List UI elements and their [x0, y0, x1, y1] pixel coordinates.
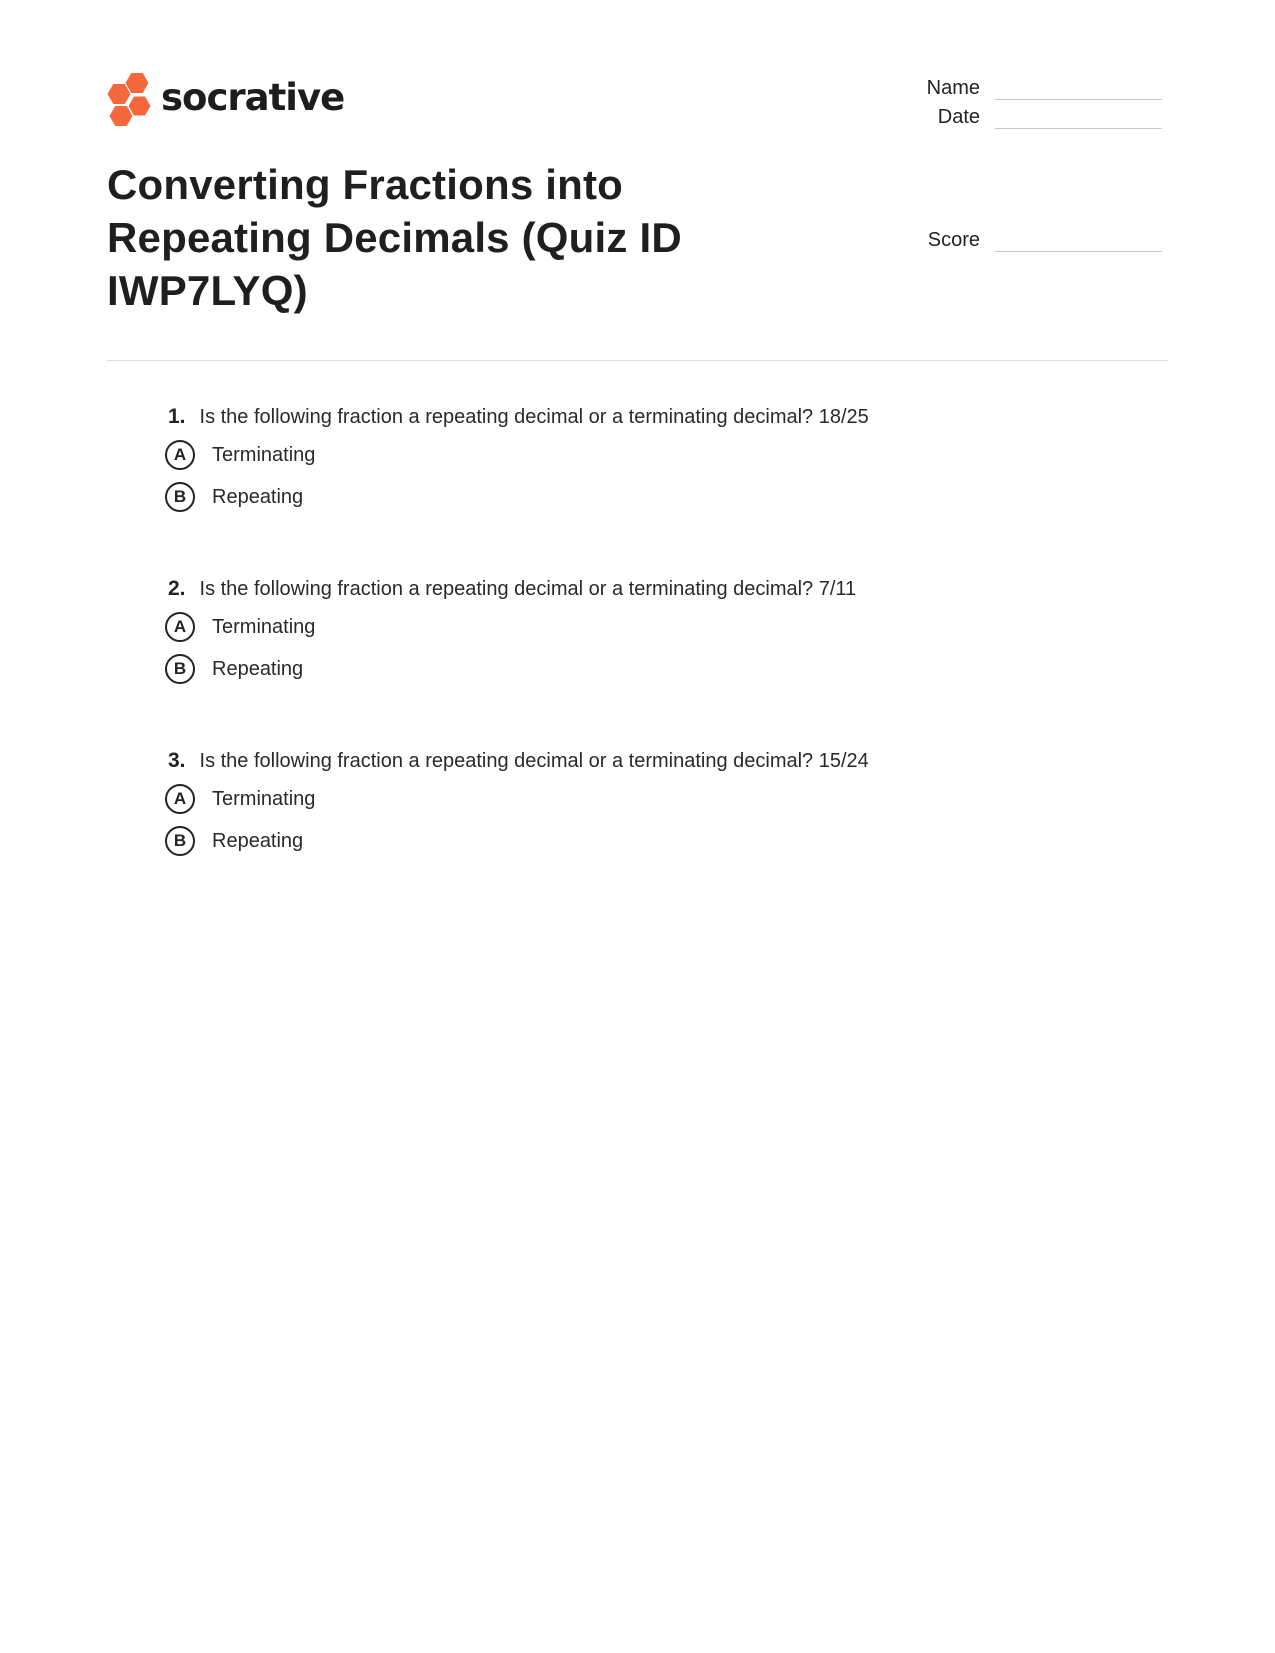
score-label: Score — [927, 229, 980, 251]
option-letter-badge[interactable] — [165, 826, 195, 856]
quiz-title: Converting Fractions into Repeating Decimals (Quiz ID IWP7LYQ) — [107, 161, 682, 314]
question-1-option-a[interactable] — [107, 440, 1168, 470]
question-3 — [107, 747, 1168, 856]
question-3-option-b[interactable] — [107, 826, 1168, 856]
question-number: 2. — [168, 577, 186, 600]
option-label: Repeating — [212, 829, 304, 852]
date-label: Date — [937, 106, 980, 128]
question-text: Is the following fraction a repeating decimal or a terminating decimal? 7/11 — [199, 578, 857, 600]
option-label: Terminating — [212, 443, 316, 466]
name-blank-line[interactable] — [995, 92, 1162, 100]
name-field — [927, 76, 1162, 100]
option-label: Terminating — [212, 615, 316, 638]
question-number: 3. — [168, 749, 186, 772]
name-label: Name — [926, 77, 980, 99]
question-row — [107, 575, 1168, 603]
question-text: Is the following fraction a repeating decimal or a terminating decimal? 15/24 — [199, 750, 869, 772]
date-field — [938, 105, 1162, 129]
question-row — [107, 747, 1168, 775]
socrative-logo — [103, 68, 344, 130]
question-1-option-b[interactable] — [107, 482, 1168, 512]
option-label: Repeating — [212, 485, 304, 508]
option-letter: A — [173, 617, 187, 636]
date-blank-line[interactable] — [995, 121, 1162, 129]
option-letter: B — [173, 831, 187, 850]
question-text: Is the following fraction a repeating decimal or a terminating decimal? 18/25 — [199, 406, 869, 428]
option-letter: B — [173, 487, 187, 506]
option-letter: B — [173, 659, 187, 678]
option-letter-badge[interactable] — [165, 784, 195, 814]
score-blank-line[interactable] — [995, 244, 1162, 252]
option-label: Terminating — [212, 787, 316, 810]
question-2 — [107, 575, 1168, 684]
question-list — [107, 403, 1168, 856]
option-letter: A — [173, 445, 187, 464]
option-letter-badge[interactable] — [165, 482, 195, 512]
option-label: Repeating — [212, 657, 304, 680]
option-letter: A — [173, 789, 187, 808]
socrative-hexagons-icon — [103, 68, 153, 130]
option-letter-badge[interactable] — [165, 654, 195, 684]
question-1 — [107, 403, 1168, 512]
option-letter-badge[interactable] — [165, 440, 195, 470]
question-2-option-b[interactable] — [107, 654, 1168, 684]
question-2-option-a[interactable] — [107, 612, 1168, 642]
question-number: 1. — [168, 405, 186, 428]
option-letter-badge[interactable] — [165, 612, 195, 642]
header-divider — [107, 360, 1168, 361]
score-field — [928, 228, 1162, 252]
question-3-option-a[interactable] — [107, 784, 1168, 814]
question-row — [107, 403, 1168, 431]
socrative-wordmark: socrative — [161, 75, 345, 119]
